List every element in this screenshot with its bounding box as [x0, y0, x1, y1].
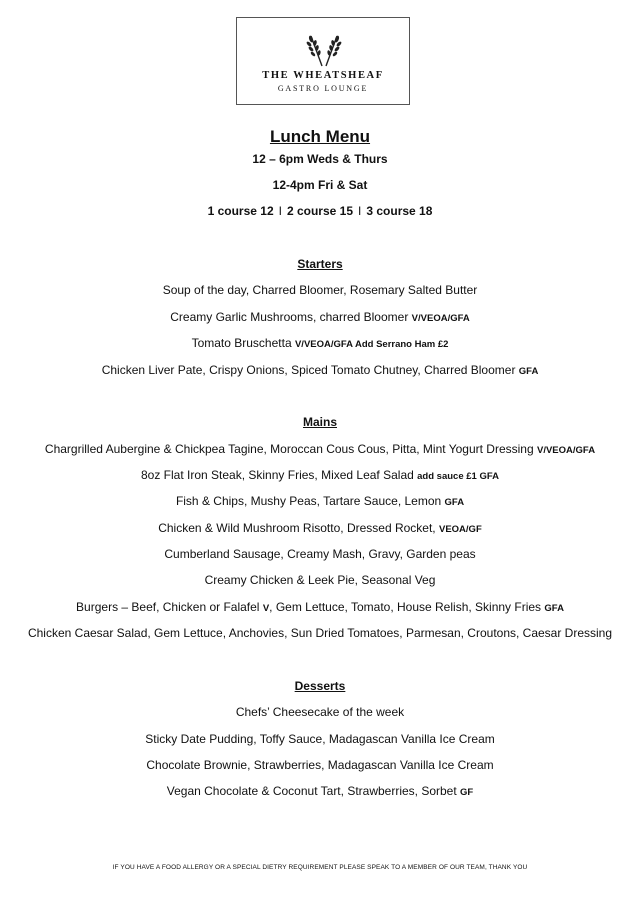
menu-item: [0, 757, 640, 773]
dietary-tag: V/VEOA/GFA Add Serrano Ham £2: [294, 339, 449, 350]
dietary-tag: V/VEOA/GFA: [536, 445, 596, 456]
dietary-tag: GF: [460, 787, 474, 798]
menu-item-text: Fish & Chips, Mushy Peas, Tartare Sauce, Lemon: [175, 494, 442, 508]
dietary-tag: VEOA/GF: [439, 524, 482, 535]
dietary-tag: V: [262, 603, 270, 614]
menu-item-text: Chicken & Wild Mushroom Risotto, Dressed Rocket,: [158, 521, 436, 535]
menu-item: [0, 704, 640, 720]
starters-heading: Starters: [297, 257, 343, 271]
menu-item-text: Creamy Garlic Mushrooms, charred Bloomer: [170, 310, 409, 324]
menu-item-text: Soup of the day, Charred Bloomer, Rosemary Salted Butter: [162, 283, 478, 297]
menu-item-text: Creamy Chicken & Leek Pie, Seasonal Veg: [204, 573, 436, 587]
dietary-tag: GFA: [544, 603, 564, 614]
menu-item: [0, 625, 640, 641]
price-separator: I: [278, 204, 282, 218]
mains-heading: Mains: [302, 415, 337, 429]
menu-item-text: Tomato Bruschetta: [191, 336, 292, 350]
menu-item-text: , Gem Lettuce, Tomato, House Relish, Skinny Fries: [269, 600, 542, 614]
menu-item: [0, 335, 640, 353]
menu-item-text: Chicken Caesar Salad, Gem Lettuce, Anchovies, Sun Dried Tomatoes, Parmesan, Croutons, Caesar Dressing: [27, 626, 613, 640]
wheat-sheaf-icon: [298, 34, 350, 68]
dietary-tag: add sauce £1 GFA: [417, 471, 499, 482]
menu-item: [0, 546, 640, 562]
menu-item: [0, 441, 640, 459]
menu-item: [0, 520, 640, 538]
pricing-line: [0, 203, 640, 219]
menu-title: Lunch Menu: [269, 127, 371, 146]
menu-item: [0, 309, 640, 327]
menu-item-text: 8oz Flat Iron Steak, Skinny Fries, Mixed Leaf Salad: [141, 468, 414, 482]
menu-item: [0, 362, 640, 380]
menu-item-text: Chocolate Brownie, Strawberries, Madagascan Vanilla Ice Cream: [146, 758, 494, 772]
hours-line-1: 12 – 6pm Weds & Thurs: [252, 152, 388, 166]
menu-item: [0, 493, 640, 511]
price-2-course: 2 course 15: [286, 204, 354, 218]
menu-item-text: Chefs’ Cheesecake of the week: [235, 705, 405, 719]
menu-item-text: Chargrilled Aubergine & Chickpea Tagine, Moroccan Cous Cous, Pitta, Mint Yogurt Dressing: [44, 442, 534, 456]
dietary-tag: GFA: [518, 366, 539, 377]
restaurant-logo: [236, 17, 410, 105]
menu-item: [0, 731, 640, 747]
menu-item: [0, 783, 640, 801]
menu-item: [0, 572, 640, 588]
dietary-tag: GFA: [444, 497, 465, 508]
menu-item-text: Sticky Date Pudding, Toffy Sauce, Madagascan Vanilla Ice Cream: [145, 732, 495, 746]
menu-item: [0, 599, 640, 617]
desserts-heading: Desserts: [294, 679, 346, 693]
logo-subtitle: GASTRO LOUNGE: [277, 84, 369, 93]
hours-line-2: 12-4pm Fri & Sat: [272, 178, 368, 192]
menu-item: [0, 467, 640, 485]
dietary-tag: V/VEOA/GFA: [411, 313, 470, 324]
price-3-course: 3 course 18: [366, 204, 433, 218]
menu-item-text: Chicken Liver Pate, Crispy Onions, Spiced Tomato Chutney, Charred Bloomer: [101, 363, 516, 377]
menu-item-text: Cumberland Sausage, Creamy Mash, Gravy, Garden peas: [164, 547, 476, 561]
menu-item-text: Burgers – Beef, Chicken or Falafel: [76, 600, 260, 614]
price-1-course: 1 course 12: [207, 204, 274, 218]
menu-item: [0, 282, 640, 298]
allergy-notice: IF YOU HAVE A FOOD ALLERGY OR A SPECIAL DIETRY REQUIREMENT PLEASE SPEAK TO A MEMBER OF OUR TEAM, THANK YOU: [112, 864, 528, 871]
price-separator: I: [358, 204, 362, 218]
logo-name: THE WHEATSHEAF: [262, 70, 384, 81]
menu-item-text: Vegan Chocolate & Coconut Tart, Strawberries, Sorbet: [166, 784, 457, 798]
